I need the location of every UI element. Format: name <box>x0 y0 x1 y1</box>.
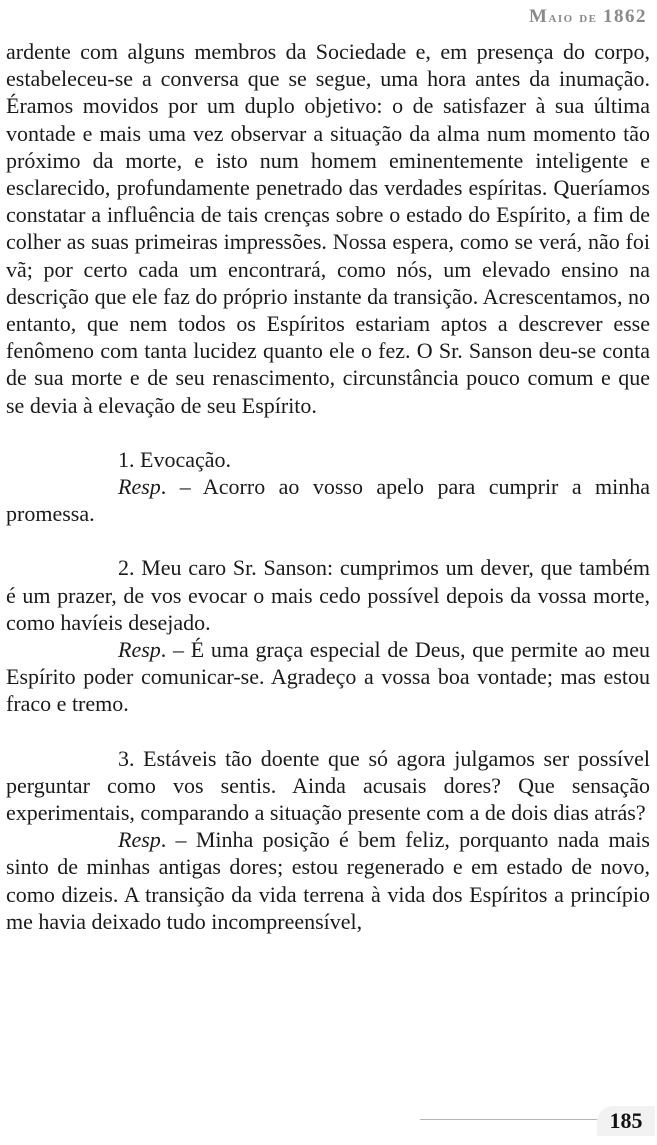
question-3: 3. Estáveis tão doente que só agora julgamos ser possível perguntar como vos sentis. Ainda acusais dores? Que sensação experimentais, comparando a situação presente com a de dois dias atrás? <box>6 745 650 826</box>
answer-2 <box>6 636 650 718</box>
paragraph-gap <box>6 419 650 446</box>
paragraph-gap <box>6 527 650 554</box>
resp-label: Resp <box>118 637 161 663</box>
paragraph-gap <box>6 718 650 745</box>
page-body <box>6 38 650 935</box>
answer-2-text: . – É uma graça especial de Deus, que permite ao meu Espírito poder comunicar-se. Agradeço a vossa boa vontade; mas estou fraco e tremo. <box>6 637 650 717</box>
intro-paragraph: ardente com alguns membros da Sociedade e, em presença do corpo, estabeleceu-se a conversa que se segue, uma hora antes da inumação. Éramos movidos por um duplo objetivo: o de satisfazer à sua última vontade e mais uma vez observar a situação da alma num momento tão próximo da morte, e isto num homem eminentemente inteligente e esclarecido, profundamente penetrado das verdades espíritas. Queríamos constatar a influência de tais crenças sobre o estado do Espírito, a fim de colher as suas primeiras impressões. Nossa espera, como se verá, não foi vã; por certo cada um encontrará, como nós, um elevado ensino na descrição que ele faz do próprio instante da transição. Acrescentamos, no entanto, que nem todos os Espíritos estariam aptos a descrever esse fenômeno com tanta lucidez quanto ele o fez. O Sr. Sanson deu-se conta de sua morte e de seu renascimento, circunstância pouco comum e que se devia à elevação de seu Espírito. <box>6 39 650 418</box>
header-year: 1862 <box>603 6 647 27</box>
resp-label: Resp <box>118 827 161 853</box>
resp-label: Resp <box>118 474 161 500</box>
question-1: 1. Evocação. <box>118 446 231 472</box>
answer-3-text: . – Minha posição é bem feliz, porquanto nada mais sinto de minhas antigas dores; estou regenerado e em estado de novo, como dizeis. A transição da vida terrena à vida dos Espíritos a princípio me havia deixado tudo incompreensível, <box>6 827 650 934</box>
header-month-rest: aio de <box>548 9 598 26</box>
answer-3 <box>6 826 650 935</box>
answer-1 <box>6 473 650 527</box>
running-header <box>529 6 647 28</box>
question-2: 2. Meu caro Sr. Sanson: cumprimos um dever, que também é um prazer, de vos evocar o mais cedo possível depois da vossa morte, como havíeis desejado. <box>6 555 650 635</box>
answer-1-text: . – Acorro ao vosso apelo para cumprir a minha promessa. <box>6 474 650 527</box>
header-month-initial: M <box>529 6 549 27</box>
page-number: 185 <box>597 1106 655 1136</box>
